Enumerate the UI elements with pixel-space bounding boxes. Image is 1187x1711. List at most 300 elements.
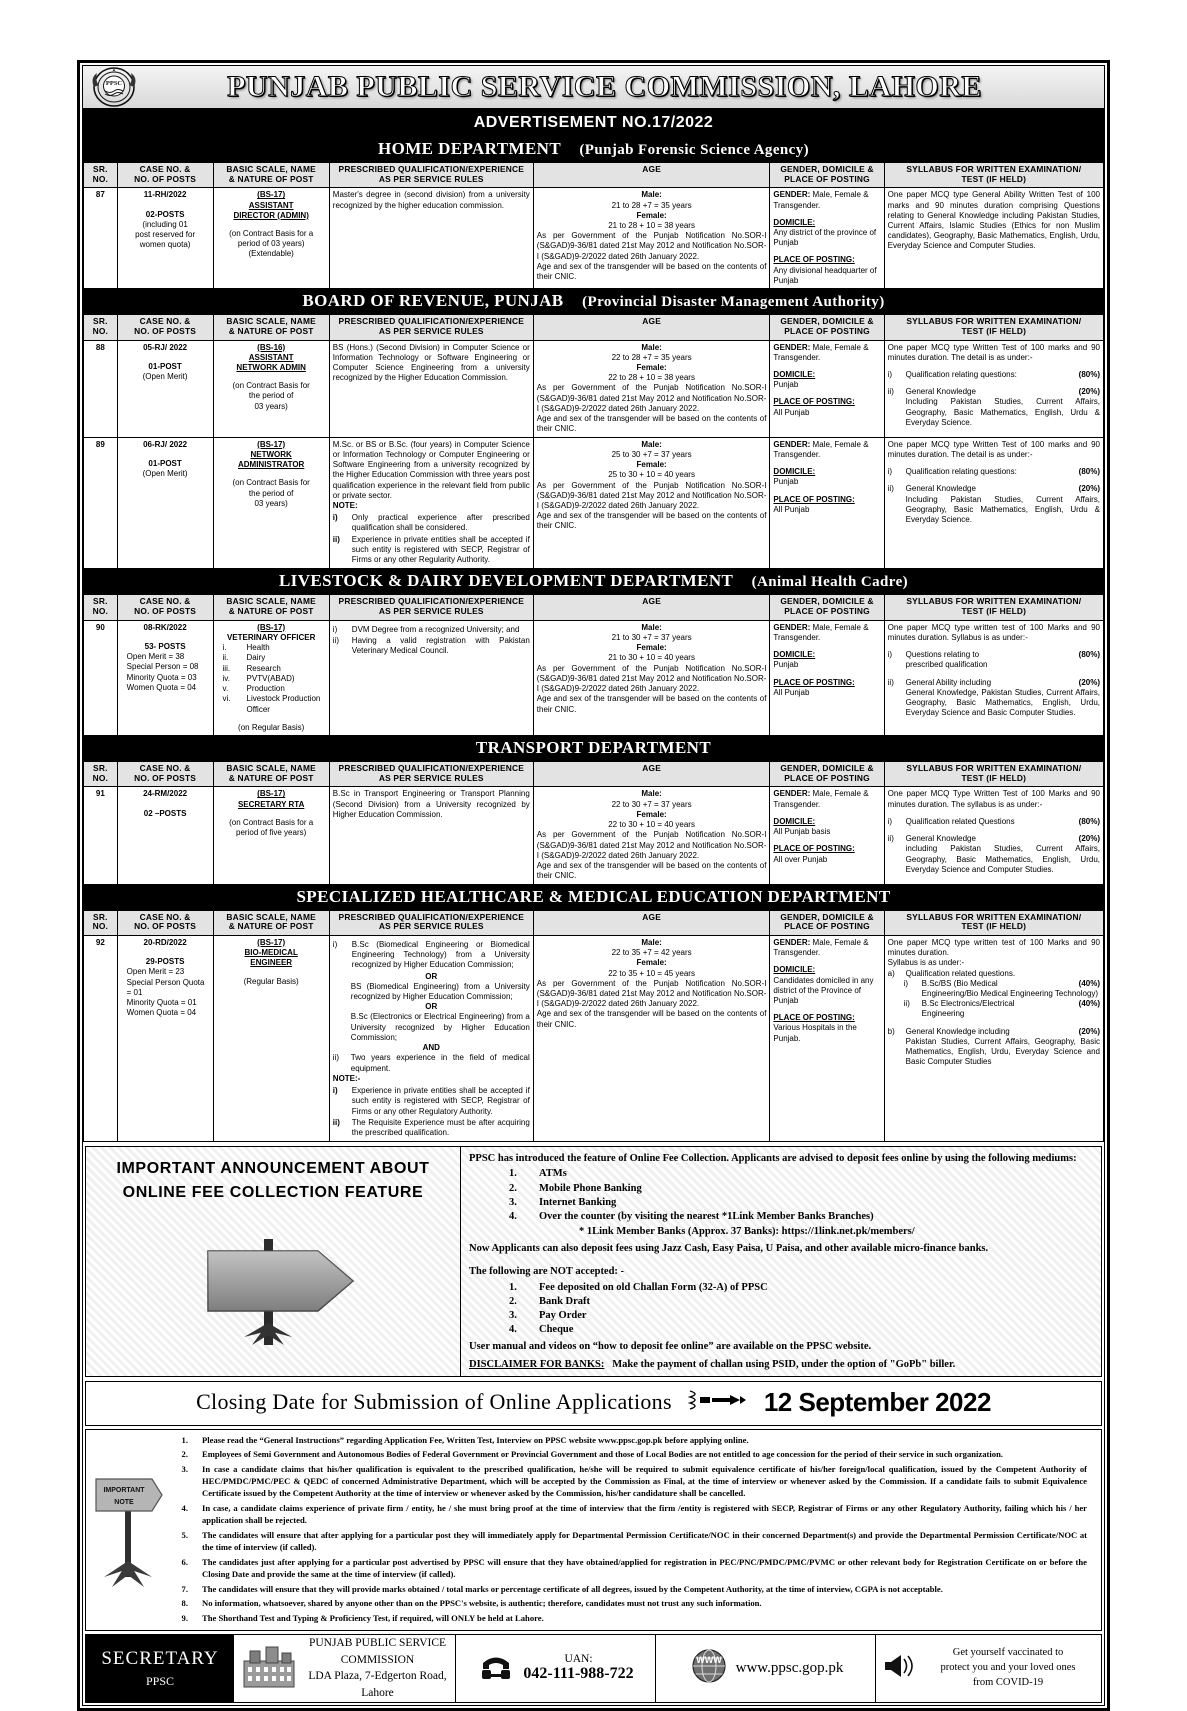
posting-value: All Punjab (773, 504, 810, 514)
qual-and: AND (422, 1043, 440, 1053)
qualification-note-label: NOTE: (332, 501, 358, 511)
post-name-2: ADMINISTRATOR (237, 460, 305, 470)
gender-value: Male, Female & Transgender. (773, 789, 869, 809)
qualification-note (333, 1118, 530, 1138)
announcement-lead: PPSC has introduced the feature of Online Fee Collection. Applicants are advised to deposit fees online by using the following mediums: (469, 1153, 1077, 1165)
domicile-value: Punjab (773, 477, 799, 487)
syllabus-text: General Knowledge (20%) including Pakistan Studies, Current Affairs, Geography, Basic Mathematics, English, Urdu, Everyday Science and Computer Studies. (905, 834, 1100, 874)
col-post: BASIC SCALE, NAME & NATURE OF POST (213, 595, 329, 620)
covid-line-1: Get yourself vaccinated to (952, 1647, 1064, 1659)
secretary-label: SECRETARY (101, 1647, 219, 1669)
not-accepted-list (469, 1281, 1093, 1338)
cell-post (213, 935, 329, 1141)
item-marker: i) (332, 939, 338, 949)
number-of-posts: 02 –POSTS (143, 808, 187, 818)
cell-qualification (329, 188, 533, 289)
closing-date-bar (85, 1381, 1102, 1426)
cell-gender-domicile-posting (770, 188, 884, 289)
gender-value: Male, Female & Transgender. (773, 937, 869, 958)
syllabus-group-b (888, 1027, 1100, 1068)
cell-sr-no: 90 (84, 620, 118, 735)
col-gender-domicile-posting: GENDER, DOMICILE & PLACE OF POSTING (770, 910, 884, 935)
col-age: AGE (533, 910, 770, 935)
qualification-text: BS (Hons.) (Second Division) in Computer Science or Information Technology or Software Engineering or Computer Science Engineering from a university recognized by the Higher Education Commission. (332, 342, 530, 383)
number-of-posts: 02-POSTS (145, 209, 185, 219)
cell-gender-domicile-posting (770, 620, 884, 735)
spacer (773, 671, 880, 678)
cell-qualification (329, 437, 533, 569)
syllabus-percent: (80%) (1078, 369, 1100, 379)
age-notification-note: As per Government of the Punjab Notification No.SOR-I (S&GAD)9-36/81 dated 21st May 2012 and Notification No.SOR-I (S&GAD)9-2/2022 dated 26th January 2022. (536, 663, 767, 694)
cell-syllabus (884, 340, 1103, 437)
cell-post (213, 340, 329, 437)
covid-block (876, 1635, 1101, 1702)
age-male-label: Male: (641, 439, 662, 449)
col-syllabus: SYLLABUS FOR WRITTEN EXAMINATION/ TEST (IF HELD) (884, 762, 1103, 787)
item-number: 4. (509, 1210, 517, 1222)
cell-syllabus (884, 437, 1103, 569)
col-sr-no: SR. NO. (84, 315, 118, 340)
department-table (83, 761, 1104, 884)
col-qualification: PRESCRIBED QUALIFICATION/EXPERIENCE AS PER SERVICE RULES (329, 762, 533, 787)
spacer (469, 1256, 1093, 1265)
table-row (84, 620, 1104, 735)
address-text (306, 1635, 449, 1702)
number-of-posts: 29-POSTS (145, 957, 185, 967)
posting-value: All Punjab (773, 407, 810, 417)
closing-date-label: Closing Date for Submission of Online Applications (196, 1389, 672, 1415)
syllabus-item (888, 387, 1100, 428)
col-case-no: CASE NO. & NO. OF POSTS (117, 163, 213, 188)
item-text: Over the counter (by visiting the nearest *1Link Member Banks Branches) (539, 1210, 874, 1222)
domicile-label: DOMICILE: (773, 650, 816, 660)
item-text: Mobile Phone Banking (539, 1182, 642, 1194)
col-qualification: PRESCRIBED QUALIFICATION/EXPERIENCE AS PER SERVICE RULES (329, 910, 533, 935)
instruction-row (172, 1556, 1087, 1581)
age-male-label: Male: (641, 789, 662, 799)
domicile-label: DOMICILE: (773, 965, 816, 975)
item-number: 2. (509, 1182, 517, 1194)
gender-value: Male, Female & Transgender. (773, 342, 869, 362)
table-row (84, 787, 1104, 884)
domicile-value: Candidates domiciled in any district of the Province of Punjab (773, 975, 874, 1005)
masthead (83, 66, 1104, 110)
department-band (83, 137, 1104, 162)
col-qualification: PRESCRIBED QUALIFICATION/EXPERIENCE AS PER SERVICE RULES (329, 595, 533, 620)
age-female-value: 22 to 30 + 10 = 40 years (608, 820, 695, 830)
cell-sr-no: 87 (84, 188, 118, 289)
cell-age (533, 437, 770, 569)
cell-post (213, 787, 329, 884)
number-of-posts: 53- POSTS (144, 641, 186, 651)
note-marker: i) (332, 513, 338, 523)
qualification-items (333, 940, 530, 971)
item-text: Internet Banking (539, 1196, 617, 1208)
syllabus-text: Qualification relating questions: (80%) (905, 369, 1100, 379)
user-manual-note: User manual and videos on “how to deposit fee online” are available on the PPSC website. (469, 1341, 872, 1353)
post-note: (Open Merit) (142, 469, 188, 479)
cell-gender-domicile-posting (770, 787, 884, 884)
instruction-text: No information, whatsoever, shared by anyone other than on the PPSC's website, is authentic; therefore, candidates must not trust any such information. (202, 1598, 762, 1609)
syllabus-percent: (20%) (1078, 677, 1100, 687)
spacer (888, 363, 1100, 370)
age-transgender-note: Age and sex of the transgender will be based on the contents of their CNIC. (536, 261, 767, 282)
note-text: The Requisite Experience must be after acquiring the prescribed qualification. (351, 1117, 530, 1138)
syllabus-item (888, 467, 1100, 477)
org-name: PUNJAB PUBLIC SERVICE COMMISSION (308, 1637, 447, 1666)
syllabus-marker: i) (887, 816, 893, 826)
table-header-row (84, 595, 1104, 620)
age-female-value: 22 to 35 + 10 = 45 years (608, 968, 695, 978)
post-name: NETWORK (250, 449, 292, 459)
post-basis: (on Contract Basis for the period of 03 years) (232, 381, 310, 411)
bank-disclaimer (469, 1358, 1093, 1372)
instruction-row (172, 1597, 1087, 1609)
col-age: AGE (533, 163, 770, 188)
instruction-text: Please read the “General Instructions” regarding Application Fee, Written Test, Interview on PPSC website www.ppsc.gop.pk before applying online. (202, 1434, 749, 1445)
cell-age (533, 935, 770, 1141)
svg-text:PPSC: PPSC (105, 80, 123, 87)
col-gender-domicile-posting: GENDER, DOMICILE & PLACE OF POSTING (770, 163, 884, 188)
cell-age (533, 188, 770, 289)
syllabus-sub-item (888, 999, 1100, 1019)
cell-sr-no: 91 (84, 787, 118, 884)
post-name-2: ENGINEER (250, 958, 293, 968)
spacer (888, 671, 1100, 678)
gender-line (773, 789, 880, 809)
posting-value: All over Punjab (773, 854, 828, 864)
col-post: BASIC SCALE, NAME & NATURE OF POST (213, 163, 329, 188)
onelink-note: * 1Link Member Banks (Approx. 37 Banks): https://1link.net.pk/members/ (579, 1226, 915, 1238)
cell-age (533, 340, 770, 437)
item-number: 1. (509, 1281, 517, 1293)
basic-scale: (BS-17) (257, 937, 286, 947)
domicile-value: All Punjab basis (773, 827, 831, 837)
department-table (83, 910, 1104, 1143)
cell-age (533, 620, 770, 735)
department-table (83, 594, 1104, 736)
gender-line (773, 938, 880, 958)
spacer (773, 390, 880, 397)
col-gender-domicile-posting: GENDER, DOMICILE & PLACE OF POSTING (770, 762, 884, 787)
syllabus-intro: One paper MCQ type written test of 100 Marks and 90 minutes duration. Syllabus is as under:- (887, 622, 1100, 642)
item-number: 3. (509, 1309, 517, 1321)
not-accepted-item (469, 1295, 1093, 1309)
syllabus-text: General Knowledge (20%) Including Pakistan Studies, Current Affairs, Geography, Basic Mathematics, English, Urdu & Everyday Science. (905, 387, 1100, 427)
www-globe-icon (688, 1647, 730, 1690)
quota-line: Special Person = 08 (126, 662, 199, 672)
department-name: LIVESTOCK & DAIRY DEVELOPMENT DEPARTMENT (278, 571, 733, 591)
syllabus-text: General Knowledge (20%) Including Pakistan Studies, Current Affairs, Geography, Basic Mathematics, English, Urdu & Everyday Science. (905, 484, 1100, 525)
page-border (77, 60, 1110, 1711)
instruction-number: 8. (181, 1598, 188, 1609)
col-post: BASIC SCALE, NAME & NATURE OF POST (213, 315, 329, 340)
syllabus-text: B.Sc/BS (Bio Medical (40%) Engineering/Bio Medical Engineering Technology) (921, 978, 1100, 998)
address-block (234, 1635, 456, 1702)
age-notification-note: As per Government of the Punjab Notification No.SOR-I (S&GAD)9-36/81 dated 21st May 2012 and Notification No.SOR-I (S&GAD)9-2/2022 dated 26th January 2022. (536, 830, 767, 860)
age-female-label: Female: (636, 958, 667, 968)
syllabus-text: B.Sc Electronics/Electrical (40%) Engineering (921, 999, 1100, 1019)
syllabus-percent: (40%) (1078, 999, 1100, 1009)
page-title: PUNJAB PUBLIC SERVICE COMMISSION, LAHORE (227, 70, 982, 103)
col-age: AGE (533, 315, 770, 340)
age-transgender-note: Age and sex of the transgender will be based on the contents of their CNIC. (536, 694, 767, 714)
quota-line: Women Quota = 04 (126, 682, 197, 692)
item-marker: ii) (332, 635, 340, 645)
case-number: 20-RD/2022 (143, 937, 187, 947)
table-header-row (84, 315, 1104, 340)
col-post: BASIC SCALE, NAME & NATURE OF POST (213, 910, 329, 935)
posting-label: PLACE OF POSTING: (773, 397, 855, 407)
age-female-value: 21 to 28 + 10 = 38 years (608, 221, 695, 231)
qualification-text: B.Sc in Transport Engineering or Transport Planning (Second Division) from a University recognized by Higher Education Commission. (332, 789, 530, 819)
cell-post (213, 620, 329, 735)
instruction-row (172, 1612, 1087, 1624)
post-name: SECRETARY RTA (237, 799, 305, 809)
syllabus-percent: (80%) (1078, 650, 1100, 660)
posting-value: Any divisional headquarter of Punjab (773, 265, 877, 285)
col-syllabus: SYLLABUS FOR WRITTEN EXAMINATION/ TEST (IF HELD) (884, 595, 1103, 620)
department-band (83, 736, 1104, 761)
instruction-number: 4. (181, 1502, 188, 1513)
instruction-text: The Shorthand Test and Typing & Proficiency Test, if required, will ONLY be held at Lahore. (202, 1612, 544, 1623)
cell-gender-domicile-posting (770, 437, 884, 569)
post-note: (including 01 post reserved for women quota) (135, 219, 196, 250)
age-transgender-note: Age and sex of the transgender will be based on the contents of their CNIC. (536, 414, 767, 434)
syllabus-percent: (20%) (1078, 387, 1100, 397)
syllabus-marker: i) (887, 650, 893, 660)
cell-qualification (329, 340, 533, 437)
department-name: HOME DEPARTMENT (377, 139, 561, 158)
sub-post-item (217, 674, 326, 684)
cell-post (213, 188, 329, 289)
posting-value: Various Hospitals in the Punjab. (773, 1023, 857, 1043)
qualification-notes (333, 513, 530, 565)
page-footer (85, 1634, 1102, 1703)
col-case-no: CASE NO. & NO. OF POSTS (117, 315, 213, 340)
post-name-2: NETWORK ADMIN (236, 362, 306, 372)
col-sr-no: SR. NO. (84, 910, 118, 935)
building-icon (240, 1643, 298, 1694)
syllabus-item (888, 650, 1100, 670)
item-text: Pay Order (539, 1309, 587, 1321)
instruction-number: 9. (181, 1612, 188, 1623)
syllabus-percent: (80%) (1078, 816, 1100, 826)
spacer (888, 477, 1100, 484)
payment-medium-item (469, 1210, 1093, 1224)
quota-line: Open Merit = 23 (126, 967, 185, 977)
age-male-label: Male: (641, 342, 662, 352)
website-block[interactable] (656, 1635, 876, 1702)
cell-case-no (117, 620, 213, 735)
spacer (773, 363, 880, 370)
syllabus-extra: Including Pakistan Studies, Current Affairs, Geography, Basic Mathematics, English, Urdu & Everyday Science. (905, 397, 1100, 427)
instruction-row (172, 1434, 1087, 1446)
syllabus-marker: ii) (887, 484, 894, 494)
instruction-row (172, 1529, 1087, 1554)
basic-scale: (BS-17) (257, 789, 286, 799)
page-inner (82, 65, 1105, 1706)
svg-text:IMPORTANT: IMPORTANT (103, 1486, 145, 1494)
sub-post-marker: i. (222, 643, 227, 653)
spacer (888, 380, 1100, 387)
quota-line: Open Merit = 38 (126, 652, 185, 662)
col-case-no: CASE NO. & NO. OF POSTS (117, 910, 213, 935)
spacer (773, 248, 880, 255)
age-female-label: Female: (636, 809, 667, 819)
cell-sr-no: 89 (84, 437, 118, 569)
spacer (888, 460, 1100, 467)
spacer (773, 810, 880, 817)
secretary-sublabel: PPSC (145, 1673, 175, 1688)
age-female-label: Female: (636, 643, 667, 653)
age-female-label: Female: (636, 210, 667, 220)
domicile-value: Punjab (773, 380, 799, 390)
age-transgender-note: Age and sex of the transgender will be based on the contents of their CNIC. (536, 1009, 767, 1029)
item-number: 4. (509, 1324, 517, 1336)
instructions-list (172, 1434, 1101, 1626)
syllabus-marker: ii) (887, 677, 894, 687)
syllabus-extra: prescribed qualification (905, 660, 988, 670)
age-transgender-note: Age and sex of the transgender will be based on the contents of their CNIC. (536, 511, 767, 531)
col-sr-no: SR. NO. (84, 595, 118, 620)
group-marker: a) (887, 968, 895, 978)
qualification-text: M.Sc. or BS or B.Sc. (four years) in Computer Science or Information Technology or Computer Engineering or Software Engineering from a university recognized by the Higher Education Commission with three years post qualification experience in the relevant field from public or private sector. (332, 439, 530, 500)
payment-medium-item (469, 1196, 1093, 1210)
syllabus-sub-item (888, 979, 1100, 999)
note-text: Experience in private entities shall be accepted if such entity is registered with SECP, Registrar of Firms or any other Regularity Authority. (351, 534, 530, 565)
sub-post-item (217, 643, 326, 653)
age-notification-note: As per Government of the Punjab Notification No.SOR-I (S&GAD)9-36/81 dated 21st May 2012 and Notification No.SOR-I (S&GAD)9-2/2022 dated 26th January 2022. (536, 480, 767, 511)
sub-post-marker: v. (222, 684, 229, 694)
qualification-item-2 (333, 1053, 530, 1073)
group-text: General Knowledge including (20%) Pakistan Studies, Current Affairs, Geography, Basic Mathematics, English, Urdu, Everyday Science and Basic Computer Studies (905, 1026, 1100, 1067)
department-subtitle: (Provincial Disaster Management Authority) (582, 294, 885, 311)
syllabus-intro: One paper MCQ type written test of 100 Marks and 90 minutes duration. (887, 937, 1100, 958)
syllabus-extra: Engineering/Bio Medical Engineering Technology) (921, 988, 1099, 998)
basic-scale: (BS-17) (257, 190, 286, 200)
table-row (84, 340, 1104, 437)
syllabus-item (888, 834, 1100, 875)
posting-label: PLACE OF POSTING: (773, 677, 855, 687)
cell-case-no (117, 188, 213, 289)
not-accepted-item (469, 1309, 1093, 1323)
sub-post-marker: iii. (222, 663, 231, 673)
uan-block (456, 1635, 656, 1702)
cell-gender-domicile-posting (770, 340, 884, 437)
syllabus-intro-2: Syllabus is as under:- (887, 958, 965, 968)
instruction-row (172, 1502, 1087, 1527)
announcement-title-line2: ONLINE FEE COLLECTION FEATURE (122, 1184, 424, 1202)
gender-value: Male, Female & Transgender. (773, 190, 869, 210)
not-accepted-item (469, 1281, 1093, 1295)
syllabus-group-a (888, 969, 1100, 979)
col-sr-no: SR. NO. (84, 762, 118, 787)
table-row (84, 935, 1104, 1141)
announcement-body (461, 1147, 1101, 1375)
domicile-label: DOMICILE: (773, 369, 816, 379)
col-qualification: PRESCRIBED QUALIFICATION/EXPERIENCE AS PER SERVICE RULES (329, 315, 533, 340)
cell-syllabus (884, 935, 1103, 1141)
syllabus-intro: One paper MCQ Type Written Test of 100 Marks and 90 minutes duration. The syllabus is as under:- (887, 789, 1100, 809)
department-table (83, 314, 1104, 569)
syllabus-percent: (20%) (1078, 484, 1100, 494)
quota-line: Women Quota = 04 (126, 1008, 197, 1018)
post-basis: (on Regular Basis) (238, 722, 305, 732)
instruction-text: In case a candidate claims that his/her qualification is equivalent to the prescribed qualification, he/she will be required to submit equivalence certificate of his/her foreign/local qualification, issued by the Competent Authority of HEC/PMDC/PMC/PEC & QEDC of concerned Administrative Department, which will be accepted by the Commission as Final, at the time of interview or whenever asked by the Commission. If a candidate fails to submit Equivalence Certificate issued by the Competent Authority at the time of interview or whenever asked by the Commission, his/her candidature shall be cancelled. (202, 1463, 1087, 1499)
col-case-no: CASE NO. & NO. OF POSTS (117, 762, 213, 787)
qualification-note (333, 513, 530, 533)
case-number: 11-RH/2022 (143, 190, 187, 200)
syllabus-text: Questions relating to (80%) prescribed qualification (905, 650, 1100, 670)
col-gender-domicile-posting: GENDER, DOMICILE & PLACE OF POSTING (770, 315, 884, 340)
posting-label: PLACE OF POSTING: (773, 494, 855, 504)
gender-line (773, 440, 880, 460)
item-text: B.Sc (Biomedical Engineering or Biomedical Engineering Technology) from a University recognized by Higher Education Commission; (351, 939, 530, 970)
cell-gender-domicile-posting (770, 935, 884, 1141)
sub-post-item (217, 684, 326, 694)
age-notification-note: As per Government of the Punjab Notification No.SOR-I (S&GAD)9-36/81 dated 21st May 2012 and Notification No.SOR-I (S&GAD)9-2/2022 dated 26th January 2022. (536, 383, 767, 413)
age-male-label: Male: (641, 190, 662, 200)
uan-label: UAN: (564, 1653, 593, 1666)
payment-medium-item (469, 1182, 1093, 1196)
basic-scale: (BS-16) (257, 342, 286, 352)
sub-post-label: Research (246, 663, 281, 673)
age-male-label: Male: (641, 622, 662, 632)
posting-value: All Punjab (773, 687, 810, 697)
syllabus-marker: i) (887, 467, 893, 477)
age-male-value: 25 to 30 +7 = 37 years (611, 449, 692, 459)
age-female-label: Female: (636, 362, 667, 372)
telephone-icon (477, 1649, 515, 1688)
gender-label: GENDER: (773, 622, 811, 632)
table-row (84, 188, 1104, 289)
sub-post-marker: ii. (222, 653, 229, 663)
case-number: 24-RM/2022 (143, 789, 188, 799)
spacer (888, 810, 1100, 817)
col-qualification: PRESCRIBED QUALIFICATION/EXPERIENCE AS PER SERVICE RULES (329, 163, 533, 188)
age-notification-note: As per Government of the Punjab Notification No.SOR-I (S&GAD)9-36/81 dated 21st May 2012 and Notification No.SOR-I (S&GAD)9-2/2022 dated 26th January 2022. (536, 231, 767, 261)
syllabus-extra: Engineering (921, 1009, 965, 1019)
spacer (773, 488, 880, 495)
syllabus-extra: Pakistan Studies, Current Affairs, Geography, Basic Mathematics, English, Urdu, Everyday Science and Basic Computer Studies (905, 1036, 1100, 1067)
item-number: 2. (509, 1295, 517, 1307)
payment-medium-item (469, 1167, 1093, 1181)
syllabus-intro: One paper MCQ type Written Test of 100 marks and 90 minutes duration. The detail is as under:- (887, 342, 1100, 362)
syllabus-item (888, 370, 1100, 380)
department-name: BOARD OF REVENUE, PUNJAB (302, 291, 564, 311)
qualification-item (333, 636, 530, 656)
address-line-1: LDA Plaza, 7-Edgerton Road, (308, 1670, 447, 1683)
qualification-text: Master's degree in (second division) from a university recognized by the higher education commission. (332, 190, 530, 210)
age-male-value: 21 to 30 +7 = 37 years (611, 632, 692, 642)
col-syllabus: SYLLABUS FOR WRITTEN EXAMINATION/ TEST (IF HELD) (884, 910, 1103, 935)
instruction-number: 5. (181, 1529, 188, 1540)
disclaimer-text: Make the payment of challan using PSID, under the option of "GoPb" biller. (612, 1358, 956, 1370)
qualification-item (333, 940, 530, 971)
spacer (888, 827, 1100, 834)
announcement-title-line1: IMPORTANT ANNOUNCEMENT ABOUT (116, 1160, 430, 1178)
quota-line: Special Person Quota = 01 (126, 977, 205, 997)
spacer (773, 211, 880, 218)
department-table (83, 162, 1104, 289)
note-marker: ii) (332, 1117, 340, 1127)
group-text: Qualification related questions. (905, 968, 1016, 978)
qual-alternative-2: B.Sc (Electronics or Electrical Engineering) from a University recognized by Higher Education Commission; (350, 1012, 530, 1042)
not-accepted-title: The following are NOT accepted: - (469, 1266, 625, 1278)
website-url[interactable]: www.ppsc.gop.pk (735, 1659, 844, 1676)
pen-arrow-icon (686, 1387, 750, 1418)
